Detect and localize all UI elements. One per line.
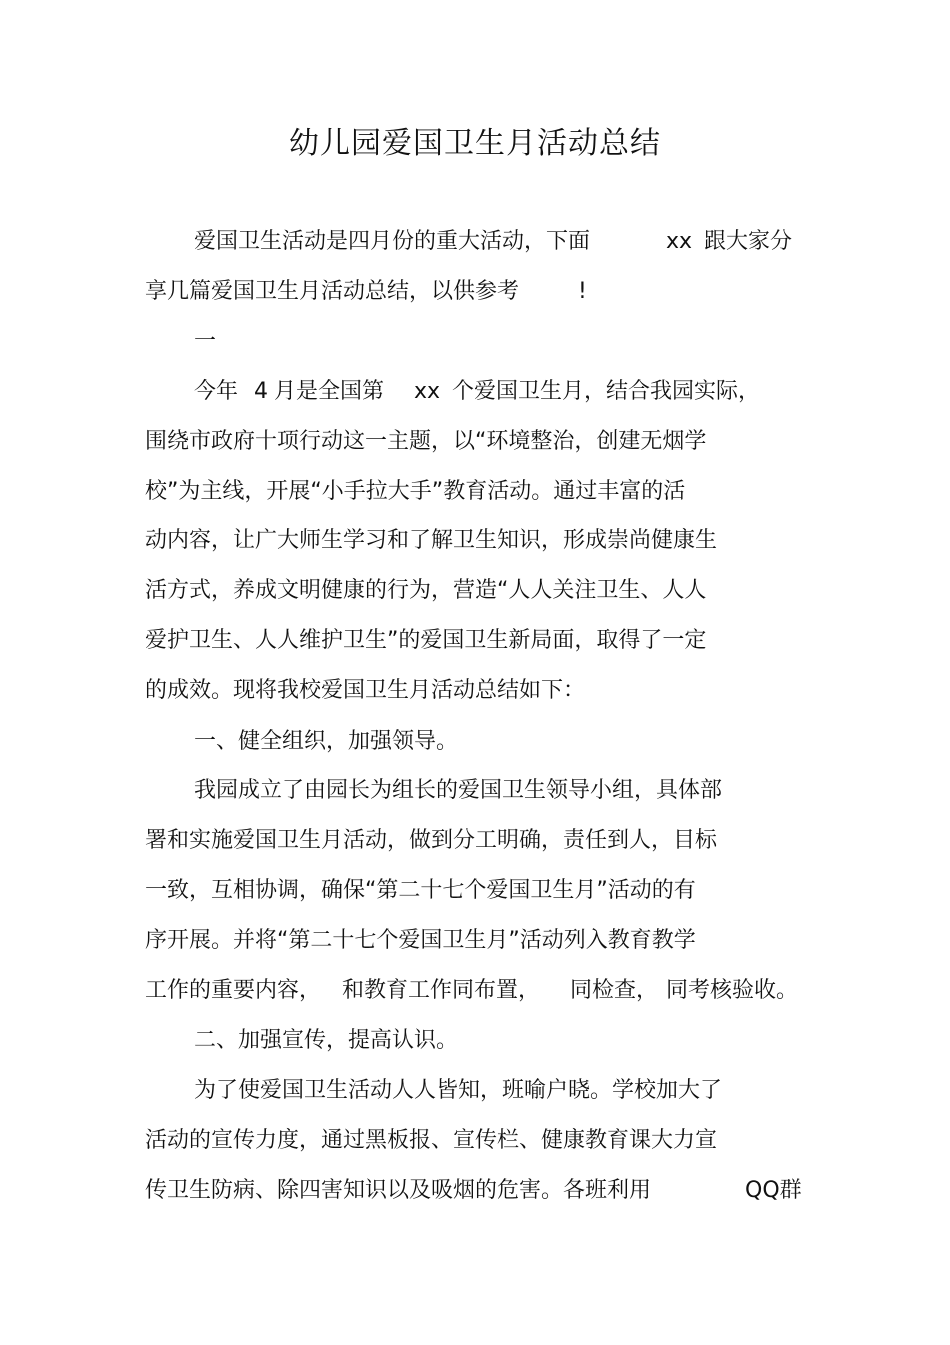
text-segment: 同检查， [570, 978, 659, 1003]
text-segment: ! [578, 279, 587, 304]
text-segment: 月是全国第 [274, 379, 385, 404]
text-segment: 传卫生防病、除四害知识以及吸烟的危害。各班利用 [145, 1178, 652, 1203]
text-segment: xx [414, 379, 441, 404]
text-segment: 和教育工作同布置， [342, 978, 541, 1003]
paragraph-line: 校”为主线，开展“小手拉大手”教育活动。通过丰富的活 [145, 479, 686, 504]
paragraph-line: 动内容，让广大师生学习和了解卫生知识，形成崇尚健康生 [145, 528, 718, 553]
text-segment: 今年 [194, 379, 239, 404]
paragraph-line: 围绕市政府十项行动这一主题，以“环境整治，创建无烟学 [145, 429, 707, 454]
text-segment: 跟大家分 [704, 229, 793, 254]
document-title: 幼儿园爱国卫生月活动总结 [289, 126, 661, 161]
text-segment: 享几篇爱国卫生月活动总结，以供参考 [145, 279, 520, 304]
text-segment: 爱国卫生活动是四月份的重大活动，下面 [194, 229, 591, 254]
text-segment: 个爱国卫生月，结合我园实际， [452, 379, 761, 404]
text-segment: 工作的重要内容， [145, 978, 322, 1003]
paragraph-line: 署和实施爱国卫生月活动，做到分工明确，责任到人，目标 [145, 828, 718, 853]
paragraph-line: 序开展。并将“第二十七个爱国卫生月”活动列入教育教学 [145, 928, 696, 953]
paragraph-line: 为了使爱国卫生活动人人皆知，班喻户晓。学校加大了 [194, 1078, 723, 1103]
text-segment: 4 [254, 379, 268, 404]
paragraph-line: 活方式，养成文明健康的行为，营造“人人关注卫生、人人 [145, 578, 707, 603]
text-segment: 同考核验收。 [666, 978, 799, 1003]
paragraph-line: 活动的宣传力度，通过黑板报、宣传栏、健康教育课大力宣 [145, 1128, 718, 1153]
paragraph-line: 我园成立了由园长为组长的爱国卫生领导小组，具体部 [194, 778, 723, 803]
text-segment: xx [666, 229, 693, 254]
section-marker: 一 [194, 329, 217, 354]
section-heading: 二、加强宣传，提高认识。 [194, 1028, 459, 1053]
paragraph-line: 一致，互相协调，确保“第二十七个爱国卫生月”活动的有 [145, 878, 696, 903]
text-segment: QQ群 [745, 1178, 802, 1203]
paragraph-line: 爱护卫生、人人维护卫生”的爱国卫生新局面，取得了一定 [145, 628, 707, 653]
paragraph-line: 的成效。现将我校爱国卫生月活动总结如下： [145, 678, 586, 703]
section-heading: 一、健全组织，加强领导。 [194, 729, 459, 754]
